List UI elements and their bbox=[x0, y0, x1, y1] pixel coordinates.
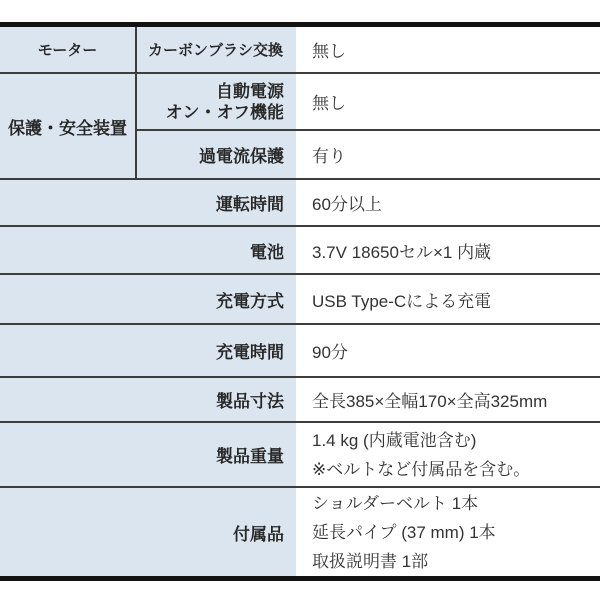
value-carbon-brush: 無し bbox=[312, 42, 346, 61]
label-cell-battery bbox=[0, 227, 296, 273]
value-overcurrent: 有り bbox=[312, 147, 346, 166]
label-cell-accessories bbox=[0, 488, 296, 576]
row-overcurrent bbox=[137, 131, 600, 178]
value-cell-runtime bbox=[296, 180, 600, 225]
label-cell-charge-time bbox=[0, 325, 296, 376]
label-runtime: 運転時間 bbox=[216, 195, 284, 214]
value-charge-time: 90分 bbox=[312, 343, 348, 362]
value-accessories-line3: 取扱説明書 1部 bbox=[312, 551, 429, 571]
label-weight: 製品重量 bbox=[216, 447, 284, 466]
row-accessories bbox=[0, 488, 600, 576]
sub-label-overcurrent: 過電流保護 bbox=[199, 147, 284, 166]
sub-label-carbon-brush: カーボンブラシ交換 bbox=[147, 42, 283, 59]
value-accessories-line2: 延長パイプ (37 mm) 1本 bbox=[312, 522, 496, 542]
group-label-motor: モーター bbox=[37, 42, 98, 59]
value-cell-charge-method bbox=[296, 275, 600, 323]
value-cell-dimensions bbox=[296, 378, 600, 421]
row-dimensions bbox=[0, 378, 600, 423]
row-charge-method bbox=[0, 275, 600, 325]
sub-label-cell-overcurrent bbox=[137, 131, 296, 178]
value-dimensions: 全長385×全幅170×全高325mm bbox=[312, 392, 548, 411]
group-cell-motor bbox=[0, 27, 135, 72]
group-cell-safety bbox=[0, 74, 135, 178]
value-cell-weight bbox=[296, 423, 600, 486]
value-cell-battery bbox=[296, 227, 600, 273]
spec-table bbox=[0, 22, 600, 581]
label-battery: 電池 bbox=[250, 242, 284, 262]
value-accessories-line1: ショルダーベルト 1本 bbox=[312, 493, 479, 513]
row-runtime bbox=[0, 180, 600, 227]
value-cell-accessories bbox=[296, 488, 600, 576]
value-cell-charge-time bbox=[296, 325, 600, 376]
value-runtime: 60分以上 bbox=[312, 195, 382, 214]
value-cell-overcurrent bbox=[296, 131, 600, 178]
row-weight bbox=[0, 423, 600, 488]
row-group-safety bbox=[0, 74, 600, 180]
sub-label-auto-power-line1: 自動電源 bbox=[216, 81, 284, 101]
sub-label-cell-auto-power bbox=[137, 74, 296, 129]
group-label-safety: 保護・安全装置 bbox=[8, 118, 127, 138]
row-motor bbox=[0, 27, 600, 74]
row-charge-time bbox=[0, 325, 600, 378]
row-battery bbox=[0, 227, 600, 275]
label-cell-weight bbox=[0, 423, 296, 486]
value-weight-line2: ※ベルトなど付属品を含む。 bbox=[312, 459, 531, 479]
value-weight-line1: 1.4 kg (内蔵電池含む) bbox=[312, 430, 477, 450]
sub-label-auto-power-line2: オン・オフ機能 bbox=[165, 102, 284, 122]
value-auto-power: 無し bbox=[312, 94, 346, 113]
label-cell-dimensions bbox=[0, 378, 296, 421]
safety-subrows bbox=[137, 74, 600, 178]
value-cell-carbon-brush bbox=[296, 27, 600, 72]
label-charge-method: 充電方式 bbox=[216, 291, 284, 311]
label-accessories: 付属品 bbox=[233, 524, 284, 544]
label-dimensions: 製品寸法 bbox=[216, 392, 284, 411]
row-auto-power bbox=[137, 74, 600, 131]
label-cell-charge-method bbox=[0, 275, 296, 323]
value-battery: 3.7V 18650セル×1 内蔵 bbox=[312, 242, 492, 262]
value-charge-method: USB Type-Cによる充電 bbox=[312, 291, 492, 311]
label-charge-time: 充電時間 bbox=[216, 343, 284, 362]
sub-label-cell-carbon-brush bbox=[137, 27, 296, 72]
value-cell-auto-power bbox=[296, 74, 600, 129]
label-cell-runtime bbox=[0, 180, 296, 225]
